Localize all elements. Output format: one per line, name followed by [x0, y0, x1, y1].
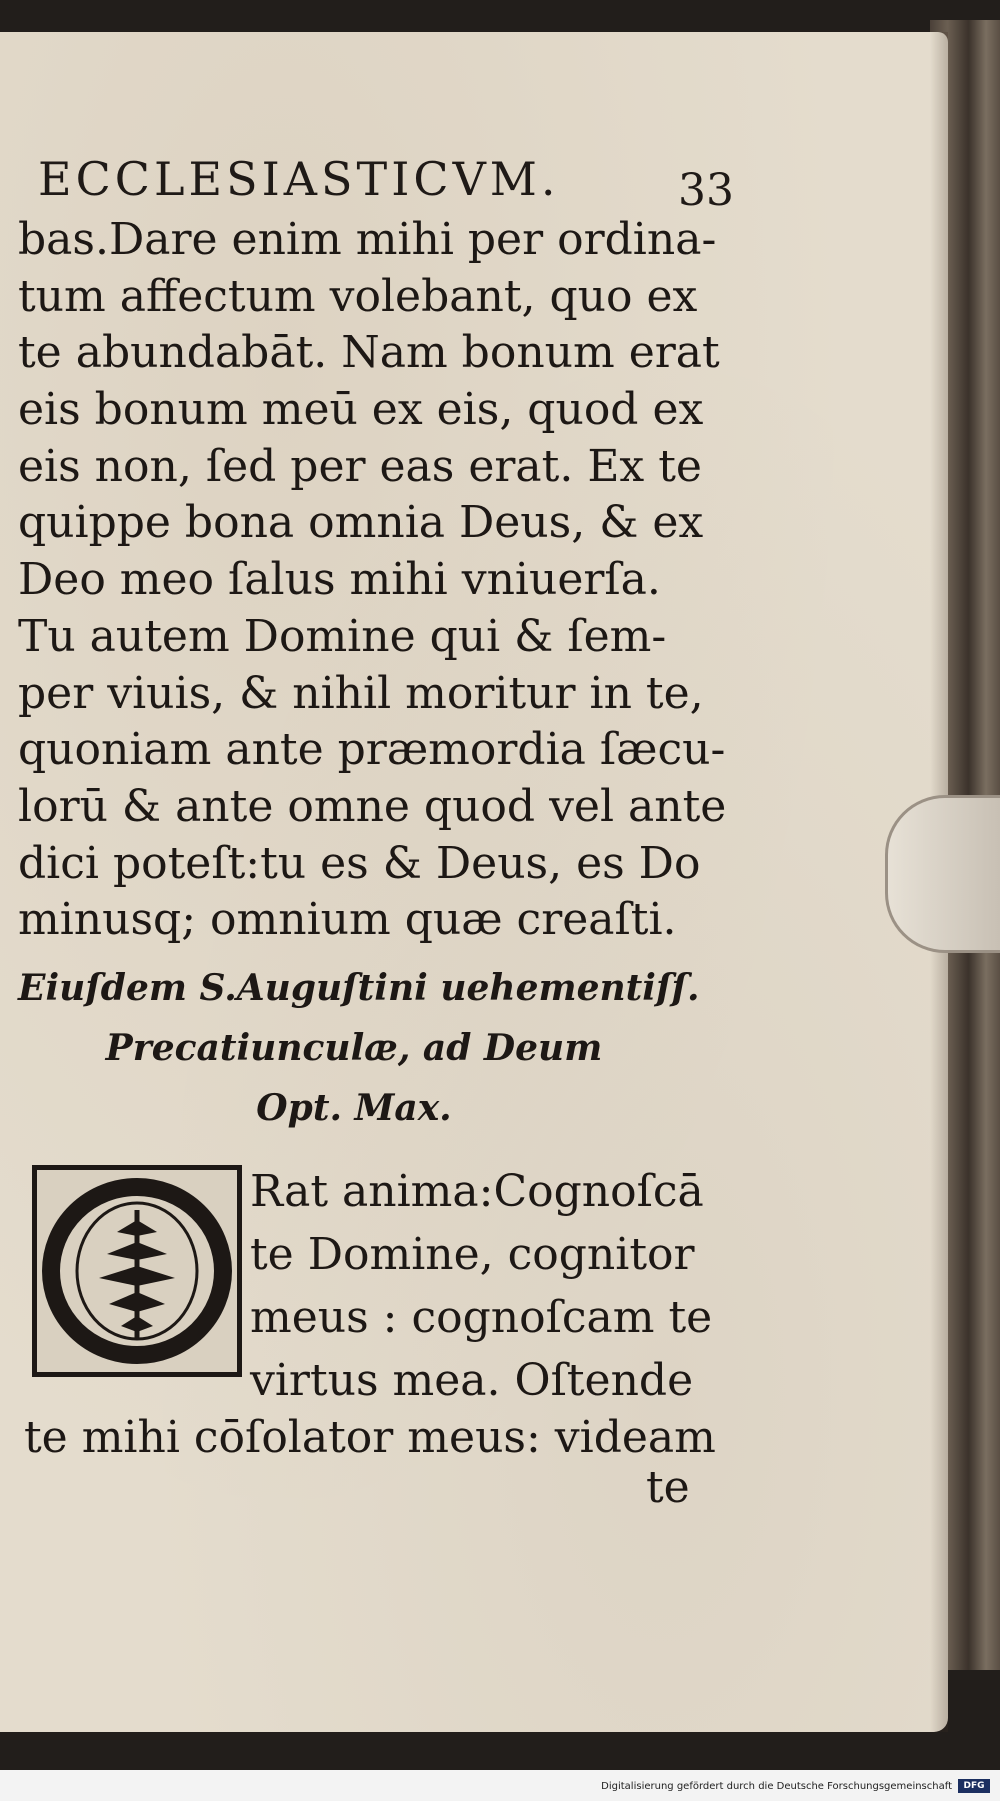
page-number: 33 [678, 165, 734, 216]
caption-line: Eiuſdem S.Auguſtini uehementiſſ. [18, 967, 700, 1009]
text-line: lorū & ante omne quod vel ante [18, 780, 727, 832]
section-caption [18, 958, 700, 1138]
text-line: quippe bona omnia Deus, & ex [18, 497, 704, 549]
text-line: minusq; omnium quæ creaſti. [18, 894, 677, 946]
text-line: dici poteſt:tu es & Deus, es Do [18, 837, 701, 889]
text-line: Tu autem Domine qui & ſem- [18, 610, 667, 662]
text-line: te abundabāt. Nam bonum erat [18, 327, 720, 379]
dfg-logo: DFG [958, 1779, 990, 1793]
caption-line: Precatiunculæ, ad Deum [105, 1027, 603, 1069]
text-line: tum affectum volebant, quo ex [18, 270, 698, 322]
initial-paragraph [250, 1160, 713, 1412]
text-line: te Domine, cognitor [250, 1229, 695, 1280]
running-head: ECCLESIASTICVM. [38, 152, 560, 206]
text-line: te mihi cōſolator meus: videam [24, 1412, 716, 1463]
decorated-initial [32, 1165, 242, 1377]
text-line: meus : cognoſcam te [250, 1292, 713, 1343]
text-line: Rat anima:Cognoſcā [250, 1166, 704, 1217]
text-line: bas.Dare enim mihi per ordina- [18, 214, 717, 265]
digitization-credit: Digitalisierung gefördert durch die Deutsche Forschungsgemeinschaft [601, 1781, 952, 1792]
body-text [18, 212, 727, 949]
catchword: te [646, 1462, 690, 1513]
text-line: per viuis, & nihil moritur in te, [18, 667, 704, 719]
text-line: Deo meo ſalus mihi vniuerſa. [18, 554, 661, 606]
caption-line: Opt. Max. [256, 1087, 452, 1129]
page-clip [885, 795, 1000, 953]
text-line: virtus mea. Oſtende [250, 1355, 694, 1406]
text-line: eis non, ſed per eas erat. Ex te [18, 440, 702, 492]
text-line: eis bonum meū ex eis, quod ex [18, 384, 704, 436]
text-line: quoniam ante præmordia ſæcu- [18, 724, 726, 776]
decorated-initial-o-icon [37, 1170, 237, 1372]
